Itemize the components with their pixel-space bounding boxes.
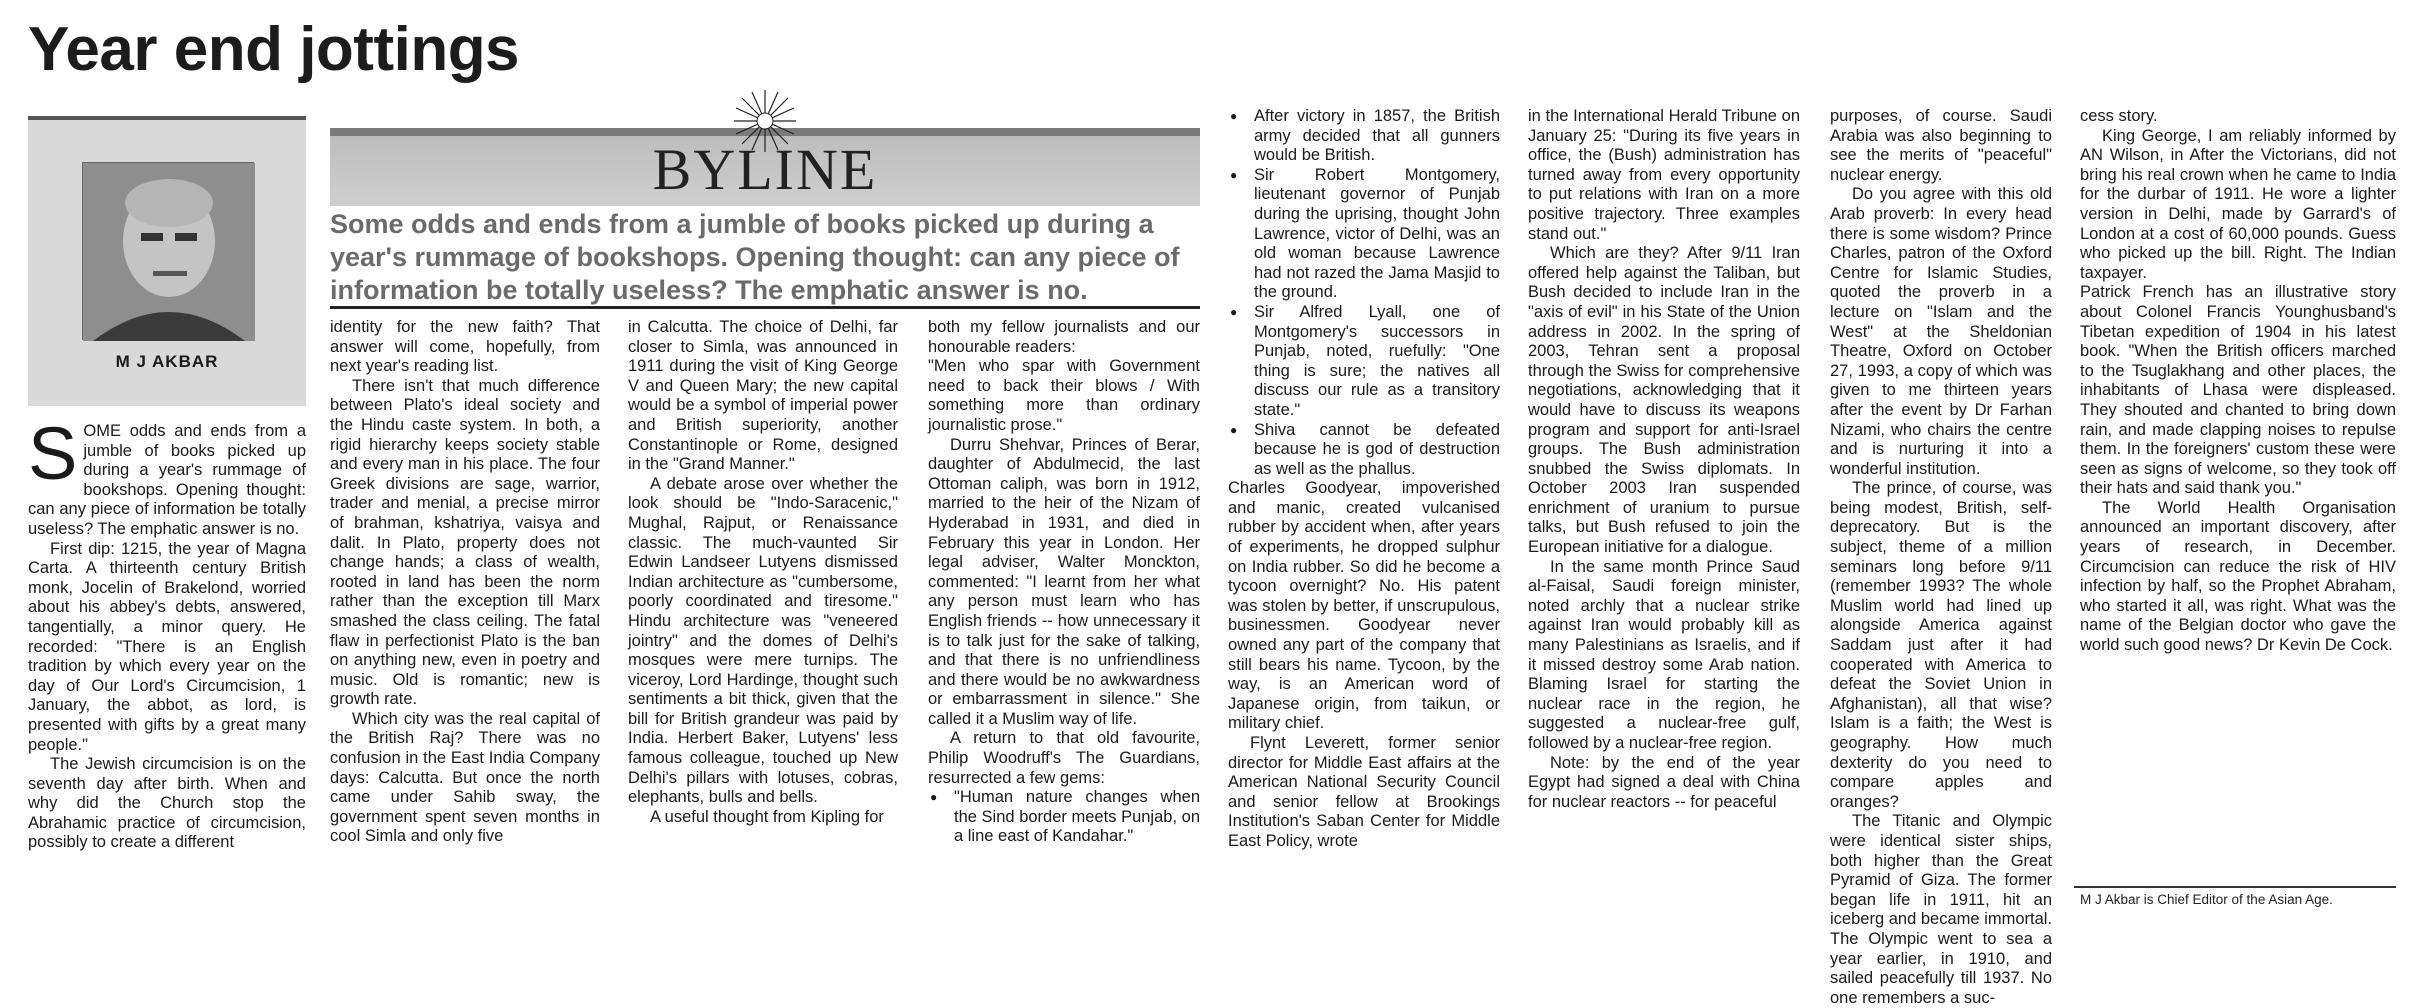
bullet-item: ● Sir Alfred Lyall, one of Montgomery's successors in Punjab, noted, ruefully: "One thing is sure; the natives all discuss our rule as a transitory state." <box>1228 303 1500 421</box>
paragraph: The World Health Organisation announced an important discovery, after years of research, in December. Circumcision can reduce the risk of HIV infection by half, so the Prophet Abraham, who started it all, was right. What was the name of the Belgian doctor who gave the world such good news? Dr Kevin De Cock. <box>2080 498 2396 655</box>
bullet-list <box>1228 107 1500 479</box>
paragraph: The Titanic and Olympic were identical sister ships, both higher than the Great Pyramid of Giza. The former began life in 1911, hit an iceberg and became immortal. The Olympic went to sea a year earlier, in 1910, and sailed peacefully till 1937. No one remembers a suc- <box>1830 812 2052 1007</box>
paragraph: both my fellow journalists and our honourable readers: <box>928 318 1200 356</box>
paragraph: Note: by the end of the year Egypt had signed a deal with China for nuclear reactors -- for peaceful <box>1528 753 1800 811</box>
paragraph: Which city was the real capital of the British Raj? There was no confusion in the East India Company days: Calcutta. But once the north came under Sahib sway, the government spent seven months in cool Simla and only five <box>330 709 600 846</box>
paragraph: In the same month Prince Saud al-Faisal, Saudi foreign minister, noted archly that a nuclear strike against Iran would probably kill as many Palestinians as Israelis, and if it missed destroy some Arab nation. Blaming Israel for starting the nuclear race in the region, he suggested a nuclear-free gulf, followed by a nuclear-free region. <box>1528 557 1800 752</box>
bullet-item: ● Shiva cannot be defeated because he is god of destruction as well as the phallus. <box>1228 421 1500 480</box>
paragraph: The Jewish circumcision is on the seventh day after birth. When and why did the Church stop the Abrahamic practice of circumcision, possibly to create a different <box>28 755 306 852</box>
bullet-item: ● Sir Robert Montgomery, lieutenant governor of Punjab during the uprising, thought John Lawrence, victor of Delhi, was an old woman because Lawrence had not razed the Jama Masjid to the ground. <box>1228 166 1500 303</box>
column-6 <box>1528 107 1800 934</box>
column-1 <box>28 412 306 934</box>
standfirst: Some odds and ends from a jumble of books picked up during a year's rummage of bookshops. Opening thought: can any piece of information be totally useless? The emphatic answer is no. <box>330 209 1180 305</box>
author-name: M J AKBAR <box>115 352 219 371</box>
headline: Year end jottings <box>28 15 520 84</box>
column-8 <box>2080 107 2396 883</box>
paragraph: The prince, of course, was being modest, British, self-deprecatory. But is the subject, theme of a million seminars long before 9/11 (remember 1993? The whole Muslim world had lined up alongside America against Saddam just after it had cooperated with America to defeat the Soviet Union in Afghanistan), all that wise? Islam is a faith; the West is geography. How much dexterity do you need to compare apples and oranges? <box>1830 479 2052 811</box>
byline-banner <box>330 116 1200 206</box>
bullet-list <box>928 788 1200 847</box>
paragraph: Charles Goodyear, impoverished and manic, created vulcanised rubber by accident when, after years of experiments, he dropped sulphur on India rubber. So did he become a tycoon overnight? No. His patent was stolen by better, if unscrupulous, businessmen. Goodyear never owned any part of the company that still bears his name. Tycoon, by the way, is an American word of Japanese origin, from taikun, or military chief. <box>1228 479 1500 733</box>
author-photo-icon <box>83 163 255 341</box>
paragraph: purposes, of course. Saudi Arabia was also beginning to see the merits of "peaceful" nuclear energy. <box>1830 107 2052 184</box>
opening-paragraph: SOME odds and ends from a jumble of books picked up during a year's rummage of bookshops. Opening thought: can any piece of information be totally useless? The emphatic answer is no. <box>28 412 306 538</box>
standfirst-rule <box>330 306 1200 309</box>
bullet-item: ● "Human nature changes when the Sind border meets Punjab, on a line east of Kandahar." <box>928 788 1200 847</box>
paragraph: A useful thought from Kipling for <box>650 807 884 826</box>
paragraph: identity for the new faith? That answer will come, hopefully, from next year's reading list. <box>330 318 600 376</box>
column-2 <box>330 318 600 934</box>
paragraph: There isn't that much difference between Plato's ideal society and the Hindu caste system. In both, a rigid hierarchy keeps society stable and every man in his place. The four Greek divisions are sage, warrior, trader and menial, a precise mirror of brahman, kshatriya, vaisya and dalit. In Plato, property does not change hands; a class of wealth, rooted in land has been the norm rather than the exception till Marx smashed the class ceiling. The fatal flaw in perfectionist Plato is the ban on anything new, even in poetry and music. Old is romantic; new is growth rate. <box>330 376 600 709</box>
paragraph: A return to that old favourite, Philip Woodruff's The Guardians, resurrected a few gems: <box>928 729 1200 787</box>
paragraph: Durru Shehvar, Princes of Berar, daughter of Abdulmecid, the last Ottoman caliph, was born in 1912, married to the heir of the Nizam of Hyderabad in 1931, and died in February this year in London. Her legal adviser, Walter Monckton, commented: "I learnt from her what any person must learn who has English friends -- how unnecessary it is to talk just for the sake of talking, and that there is no unfriendliness and there would be no awkwardness or embarrassment in silence." She called it a Muslim way of life. <box>928 435 1200 728</box>
paragraph: A debate arose over whether the look should be "Indo-Saracenic," Mughal, Rajput, or Renaissance classic. The much-vaunted Sir Edwin Landseer Lutyens dismissed Indian architecture as "cumbersome, poorly coordinated and tiresome." Hindu architecture was "veneered jointry" and the domes of Delhi's mosques were mere turnips. The viceroy, Lord Hardinge, thought such sentiments a bit thick, given that the bill for British grandeur was paid by India. Herbert Baker, Lutyens' less famous colleague, touched up New Delhi's pillars with lotuses, cobras, elephants, bulls and bells. <box>628 474 898 807</box>
column-name: BYLINE <box>652 137 878 202</box>
author-box <box>28 116 306 406</box>
paragraph: Flynt Leverett, former senior director for Middle East affairs at the American National Security Council and senior fellow at Brookings Institution's Saban Center for Middle East Policy, wrote <box>1228 734 1500 850</box>
column-3 <box>628 318 898 934</box>
dropcap: S <box>28 412 78 495</box>
paragraph: King George, I am reliably informed by AN Wilson, in After the Victorians, did not bring his real crown when he came to India for the durbar of 1911. He wore a lighter version in Delhi, made by Garrard's of London at a cost of 60,000 pounds. Guess who picked up the bill. Right. The Indian taxpayer. <box>2080 126 2396 282</box>
paragraph: "Men who spar with Government need to back their blows / With something more than ordinary journalistic prose." <box>928 357 1200 434</box>
paragraph: Which are they? After 9/11 Iran offered help against the Taliban, but Bush decided to include Iran in the "axis of evil" in his State of the Union address in 2002. In the spring of 2003, Tehran sent a proposal through the Swiss for comprehensive negotiations, acknowledging that it would have to discuss its weapons program and support for anti-Israel groups. The Bush administration snubbed the Swiss diplomats. In October 2003 Iran suspended enrichment of uranium to pursue talks, but Bush refused to join the European initiative for a dialogue. <box>1528 244 1800 557</box>
author-portrait <box>82 162 254 340</box>
column-7 <box>1830 107 2052 1007</box>
column-5 <box>1228 107 1500 934</box>
footnote-rule <box>2074 886 2396 888</box>
paragraph: Do you agree with this old Arab proverb: In every head there is some wisdom? Prince Charles, patron of the Oxford Centre for Islamic Studies, quoted the proverb in a lecture on "Islam and the West" at the Sheldonian Theatre, Oxford on October 27, 1993, a copy of which was given to me thirteen years after the event by Dr Farhan Nizami, who chairs the centre and is nurturing it into a wonderful institution. <box>1830 185 2052 478</box>
paragraph: in Calcutta. The choice of Delhi, far closer to Simla, was announced in 1911 during the visit of King George V and Queen Mary; the new capital would be a symbol of imperial power and British superiority, another Constantinople or Rome, designed in the "Grand Manner." <box>628 318 898 474</box>
paragraph: in the International Herald Tribune on January 25: "During its five years in office, the (Bush) administration has turned away from every opportunity to put relations with Iran on a more positive trajectory. Three examples stand out." <box>1528 107 1800 243</box>
column-4 <box>928 318 1200 934</box>
paragraph: cess story. <box>2080 107 2158 125</box>
footnote: M J Akbar is Chief Editor of the Asian Age. <box>2080 892 2333 907</box>
paragraph: Patrick French has an illustrative story about Colonel Francis Younghusband's Tibetan expedition of 1904 in his latest book. "When the British officers marched to the Tsuglakhang and other places, the inhabitants of Lhasa were displeased. They shouted and chanted to bring down rain, and made clapping noises to repulse them. In the foreigners' custom these were seen as signs of welcome, so they took off their hats and said thank you." <box>2080 283 2396 498</box>
bullet-item: ● After victory in 1857, the British army decided that all gunners would be British. <box>1228 107 1500 166</box>
paragraph: First dip: 1215, the year of Magna Carta. A thirteenth century British monk, Jocelin of Brakelond, worried about his abbey's debts, answered, tangentially, a minor query. He recorded: "There is an English tradition by which every year on the day of Our Lord's Circumcision, 1 January, the abbot, as lord, is presented with gifts by a great many people." <box>28 539 306 754</box>
